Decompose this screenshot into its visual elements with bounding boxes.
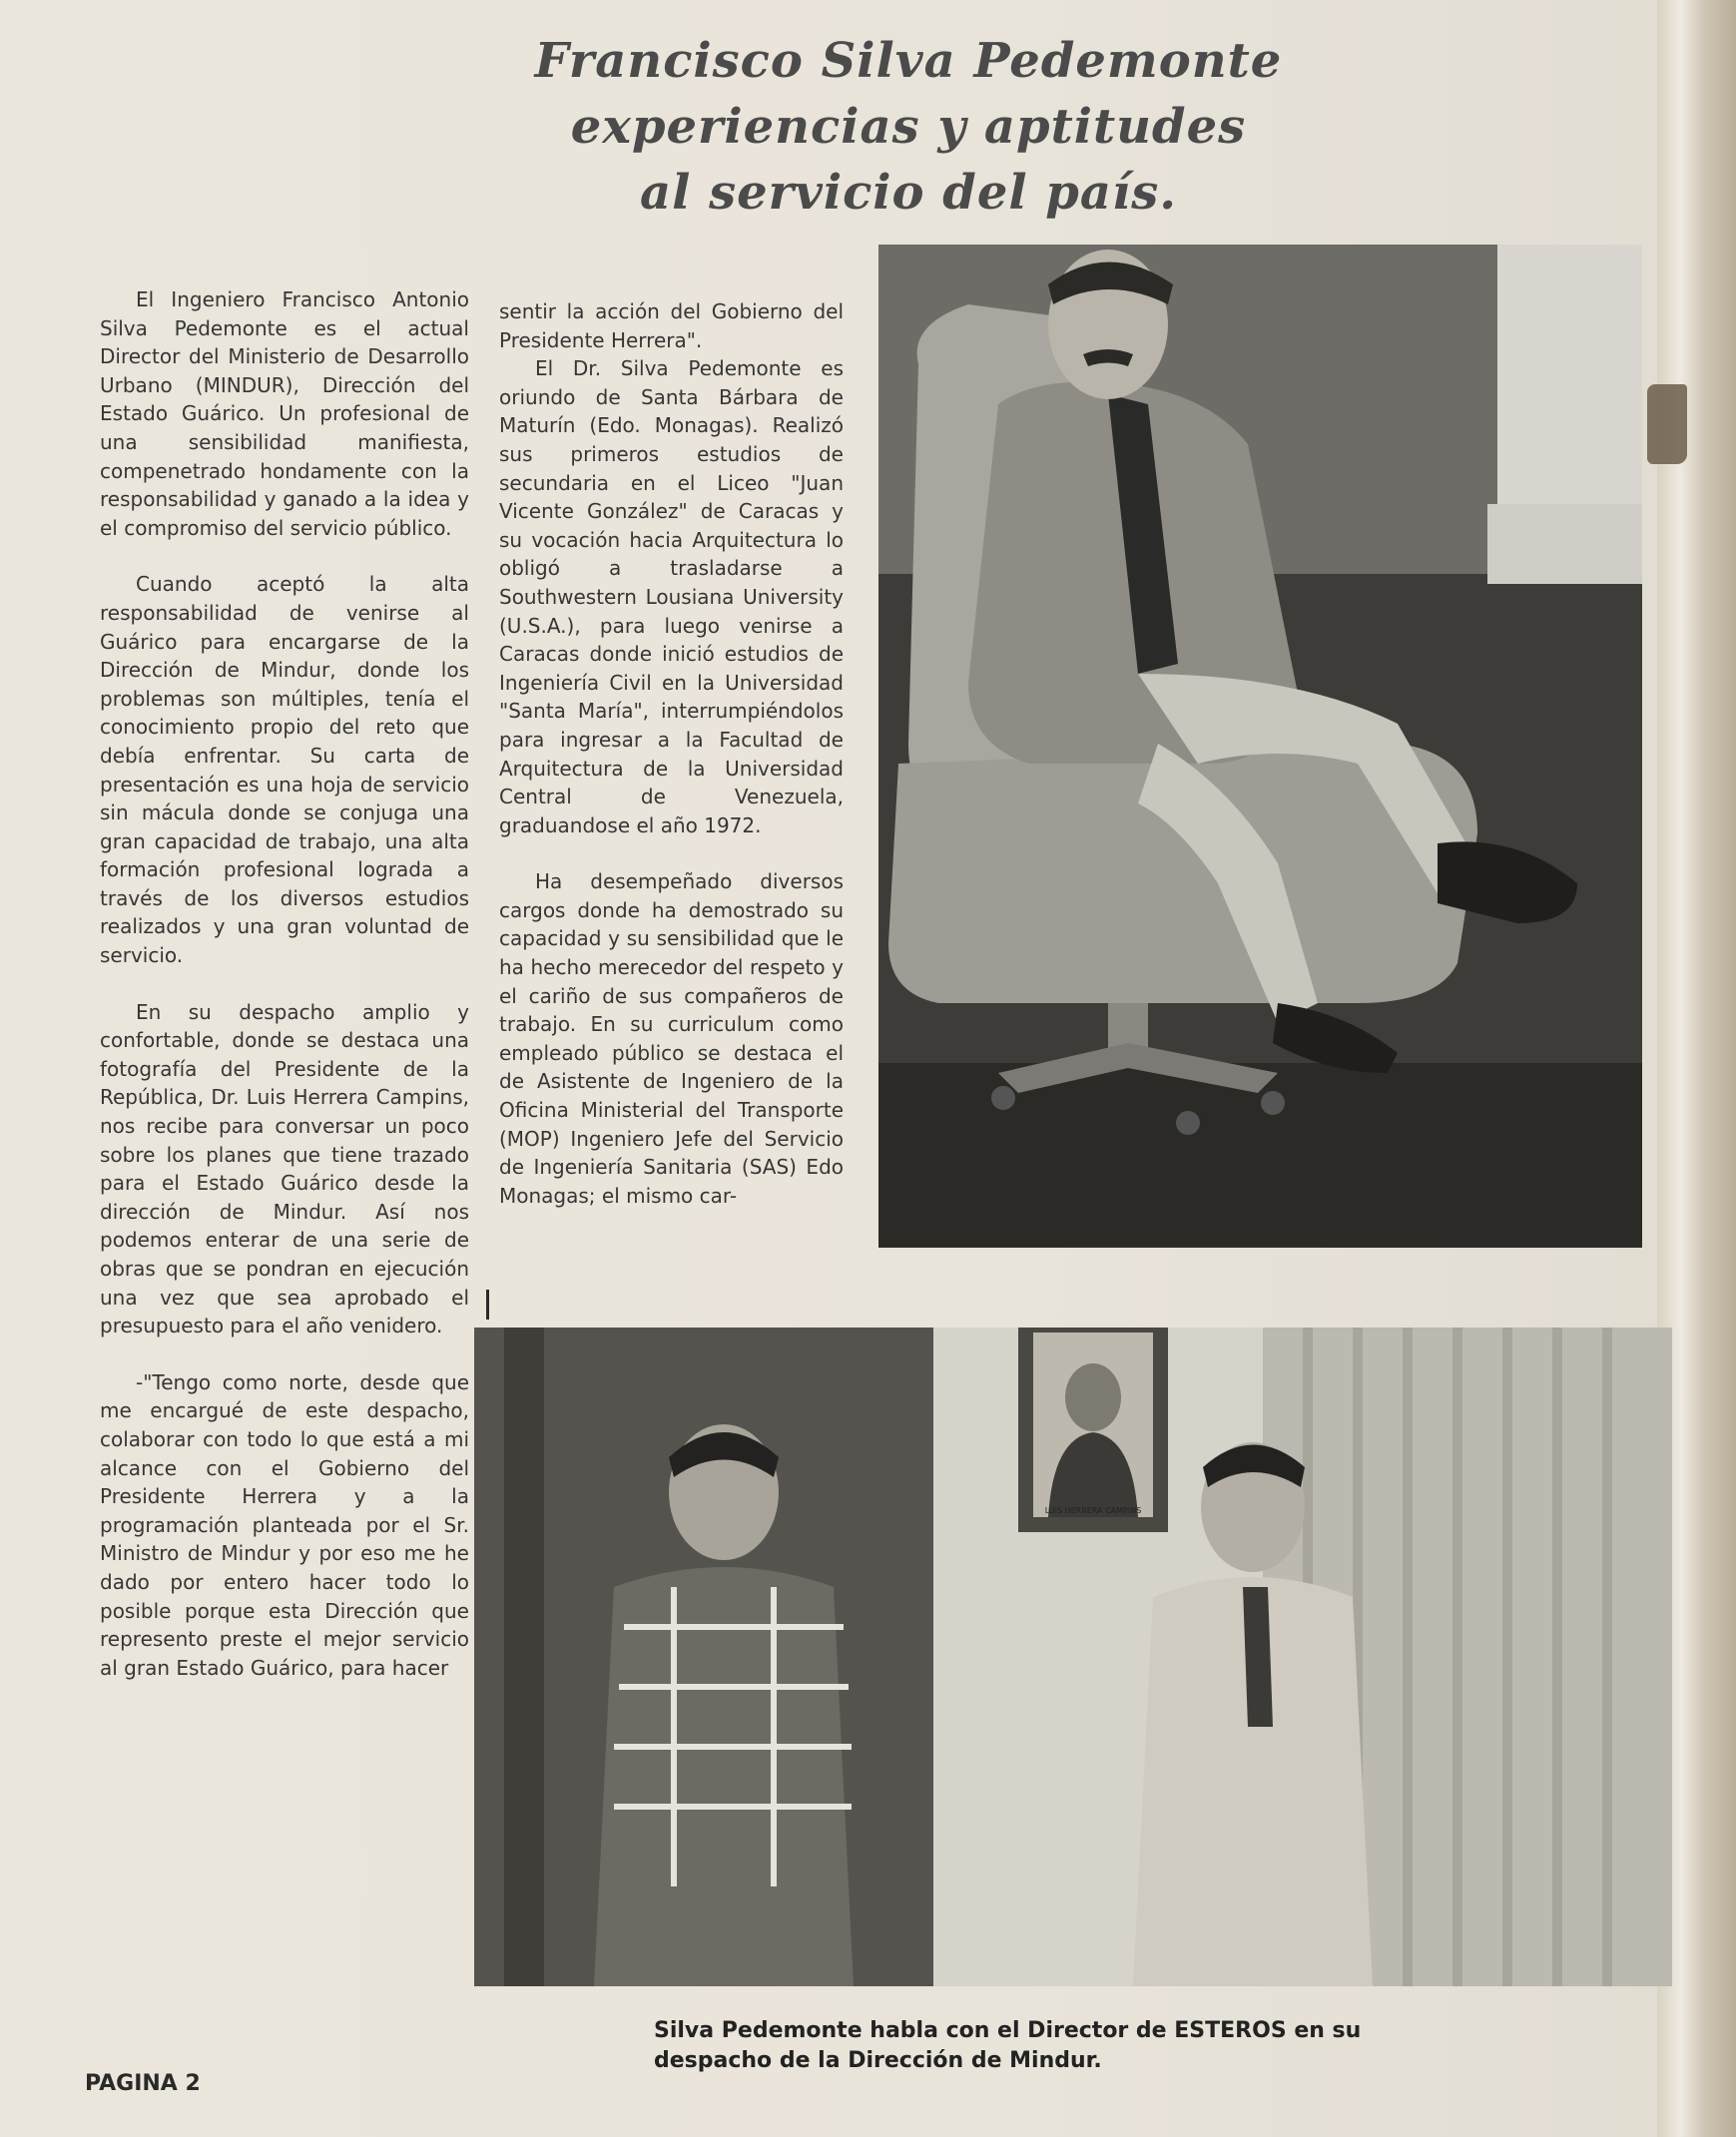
article-headline — [429, 28, 1388, 226]
caption-line-2: despacho de la Dirección de Mindur. — [654, 2048, 1102, 2073]
seated-man-illustration — [878, 245, 1642, 1248]
headline-line-3: al servicio del país. — [640, 165, 1177, 221]
photo-caption — [654, 2016, 1413, 2076]
page-number: PAGINA 2 — [85, 2071, 201, 2096]
article-column-1 — [100, 285, 469, 1710]
column-rule — [486, 1290, 489, 1320]
headline-line-2: experiencias y aptitudes — [570, 99, 1247, 155]
photo-office-meeting — [474, 1328, 1672, 1986]
headline-line-1: Francisco Silva Pedemonte — [534, 33, 1283, 89]
article-column-2 — [499, 297, 844, 1238]
office-meeting-illustration — [474, 1328, 1672, 1986]
photo-seated-director — [878, 245, 1642, 1248]
paragraph: En su despacho amplio y confortable, donde se destaca una fotografía del Presidente de la República, Dr. Luis Herrera Campins, nos recibe para conversar un poco sobre los planes que tiene trazado para el Estado Guárico desde la dirección de Mindur. Así nos podemos enterar de una serie de obras que se pondran en ejecución una vez que sea aprobado el presupuesto para el año venidero. — [100, 999, 469, 1338]
paragraph: sentir la acción del Gobierno del Presidente Herrera". — [499, 299, 844, 352]
paragraph: Ha desempeñado diversos cargos donde ha demostrado su capacidad y su sensibilidad que le ha hecho merecedor del respeto y el cariño de sus compañeros de trabajo. En su curriculum como empleado público se destaca el de Asistente de Ingeniero de la Oficina Ministerial del Transporte (MOP) Ingeniero Jefe del Servicio de Ingeniería Sanitaria (SAS) Edo Monagas; el mismo car- — [499, 869, 844, 1208]
paragraph: El Dr. Silva Pedemonte es oriundo de Santa Bárbara de Maturín (Edo. Monagas). Realizó sus primeros estudios de secundaria en el Liceo "Juan Vicente González" de Caracas y su vocación hacia Arquitectura lo obligó a trasladarse a Southwestern Lousiana University (U.S.A.), para luego venirse a Caracas donde inició estudios de Ingeniería Civil en la Universidad "Santa María", interrumpiéndolos para ingresar a la Facultad de Arquitectura de la Universidad Central de Venezuela, graduandose el año 1972. — [499, 356, 844, 837]
paragraph: El Ingeniero Francisco Antonio Silva Pedemonte es el actual Director del Ministerio de Desarrollo Urbano (MINDUR), Dirección del Estado Guárico. Un profesional de una sensibilidad manifiesta, compenetrado hondamente con la responsabilidad y ganado a la idea y el compromiso del servicio público. — [100, 287, 469, 540]
paragraph: Cuando aceptó la alta responsabilidad de venirse al Guárico para encargarse de la Dirección de Mindur, donde los problemas son múltiples, tenía el conocimiento propio del reto que debía enfrentar. Su carta de presentación es una hoja de servicio sin mácula donde se conjuga una gran capacidad de trabajo, una alta formación profesional lograda a través de los diversos estudios realizados y una gran voluntad de servicio. — [100, 572, 469, 968]
portrait-label: LUIS HERRERA CAMPINS — [1044, 1506, 1142, 1515]
paper-tear — [1647, 384, 1687, 464]
paragraph: -"Tengo como norte, desde que me encargué de este despacho, colaborar con todo lo que está a mi alcance con el Gobierno del Presidente Herrera y a la programación planteada por el Sr. Ministro de Mindur y por eso me he dado por entero hacer todo lo posible porque esta Dirección que represento preste el mejor servicio al gran Estado Guárico, para hacer — [100, 1369, 469, 1680]
caption-line-1: Silva Pedemonte habla con el Director de ESTEROS en su — [654, 2018, 1362, 2043]
